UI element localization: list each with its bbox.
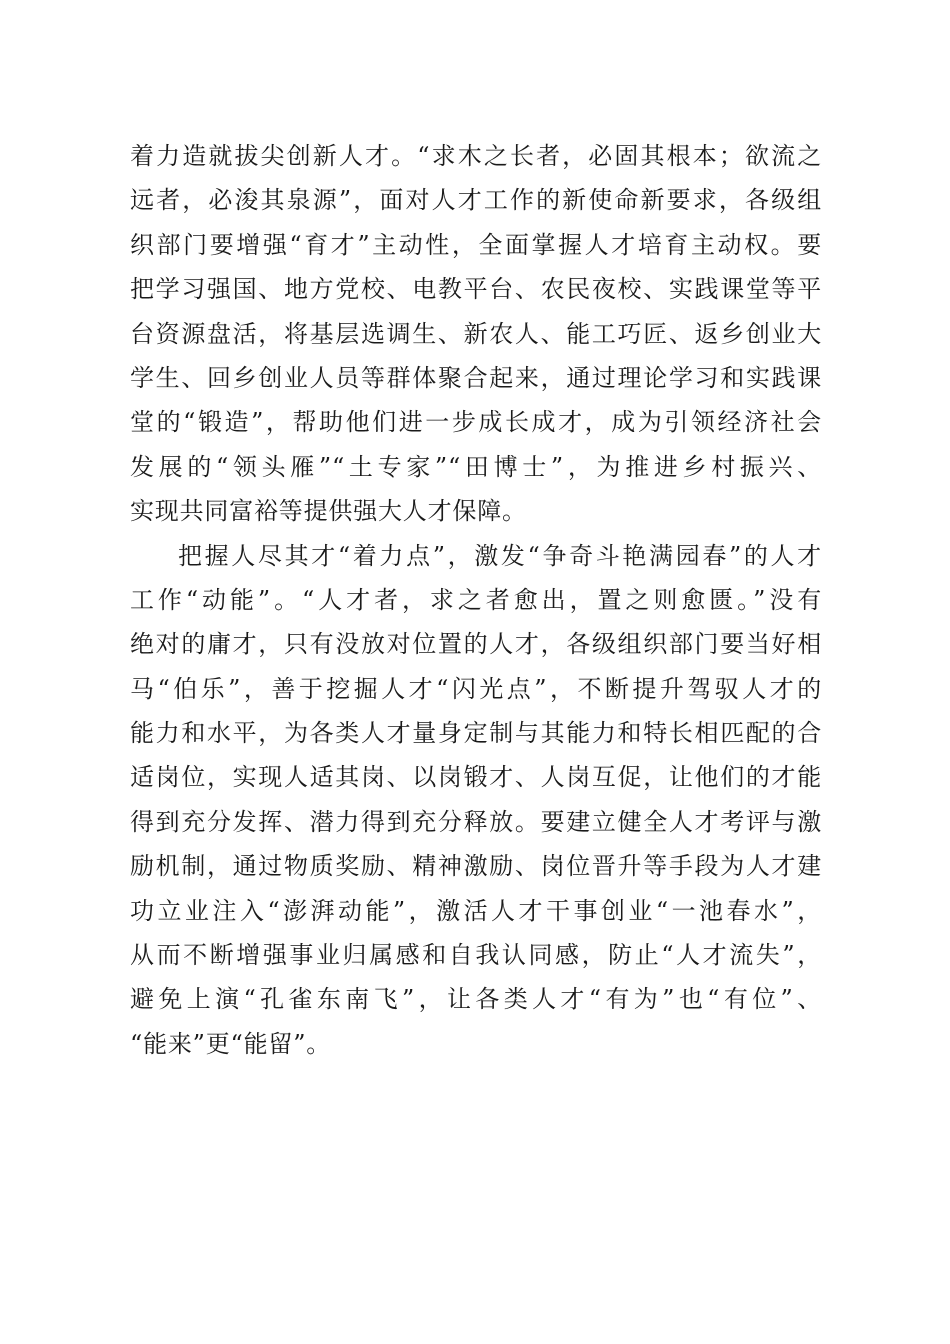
paragraph-1-line: 学生、回乡创业人员等群体聚合起来，通过理论学习和实践课 <box>130 363 822 392</box>
paragraph-1-line: 织部门要增强“育才”主动性，全面掌握人才培育主动权。要 <box>130 230 822 259</box>
paragraph-2-line: 功立业注入“澎湃动能”，激活人才干事创业“一池春水”， <box>130 896 822 925</box>
paragraph-2-line: 得到充分发挥、潜力得到充分释放。要建立健全人才考评与激 <box>130 807 822 836</box>
paragraph-2-line: 能力和水平，为各类人才量身定制与其能力和特长相匹配的合 <box>130 719 822 748</box>
paragraph-1-line: 远者，必浚其泉源”，面对人才工作的新使命新要求，各级组 <box>130 186 822 215</box>
paragraph-2-line: “能来”更“能留”。 <box>130 1029 332 1058</box>
paragraph-2-line: 马“伯乐”，善于挖掘人才“闪光点”，不断提升驾驭人才的 <box>130 674 822 703</box>
paragraph-2-line: 励机制，通过物质奖励、精神激励、岗位晋升等手段为人才建 <box>130 852 822 881</box>
paragraph-1-line: 着力造就拔尖创新人才。“求木之长者，必固其根本；欲流之 <box>130 142 822 170</box>
paragraph-1-line: 发展的“领头雁”“土专家”“田博士”，为推进乡村振兴、 <box>130 452 822 481</box>
paragraph-2-line: 绝对的庸才，只有没放对位置的人才，各级组织部门要当好相 <box>130 630 822 659</box>
paragraph-2-line: 避免上演“孔雀东南飞”，让各类人才“有为”也“有位”、 <box>130 985 822 1014</box>
paragraph-2-line: 工作“动能”。“人才者，求之者愈出，置之则愈匮。”没有 <box>130 585 822 614</box>
paragraph-1-line: 把学习强国、地方党校、电教平台、农民夜校、实践课堂等平 <box>130 275 822 304</box>
paragraph-2-line: 把握人尽其才“着力点”，激发“争奇斗艳满园春”的人才 <box>178 541 822 570</box>
document-body <box>130 134 822 1066</box>
paragraph-1-line: 实现共同富裕等提供强大人才保障。 <box>130 497 527 526</box>
paragraph-2-line: 适岗位，实现人适其岗、以岗锻才、人岗互促，让他们的才能 <box>130 763 822 792</box>
paragraph-1-line: 台资源盘活，将基层选调生、新农人、能工巧匠、返乡创业大 <box>130 319 822 348</box>
paragraph-1-line: 堂的“锻造”，帮助他们进一步成长成才，成为引领经济社会 <box>130 408 822 437</box>
paragraph-2-line: 从而不断增强事业归属感和自我认同感，防止“人才流失”， <box>130 941 822 970</box>
